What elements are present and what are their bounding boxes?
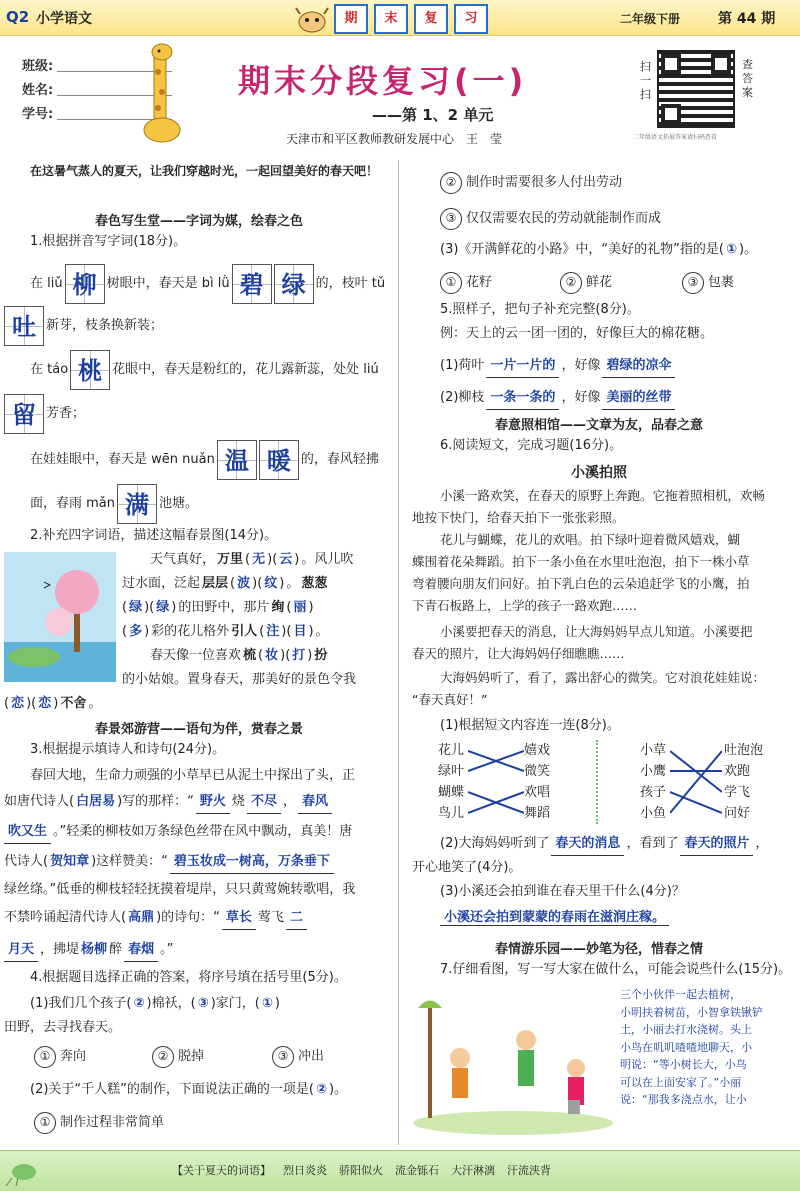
name-label: 姓名: [22, 82, 54, 98]
answer-line: 小鸟在叽叽喳喳地聊天，小 [620, 1040, 752, 1054]
q2-text: 天气真好， [150, 552, 216, 567]
q3-fill[interactable]: 草长 [222, 908, 256, 930]
q6-fill[interactable]: 春天的照片 [680, 834, 753, 856]
q1-row3 [30, 350, 379, 390]
q1-title: 1.根据拼音写字词(18分)。 [30, 234, 187, 249]
answer-line: 明说：“等小树长大，小鸟 [620, 1058, 747, 1071]
match-item[interactable]: 舞蹈 [524, 806, 551, 821]
match-item[interactable]: 小鹰 [640, 764, 667, 779]
q1-text: 的，枝叶 tǔ [315, 275, 386, 291]
match-item[interactable]: 学飞 [724, 785, 751, 800]
story-line: 春天的照片，让大海妈妈仔细瞧瞧…… [412, 646, 625, 661]
match-item[interactable]: 小草 [640, 743, 667, 758]
q1-text: 池塘。 [159, 495, 199, 511]
q4-title: 4.根据题目选择正确的答案，将序号填在括号里(5分)。 [30, 970, 347, 985]
story-line: 地按下快门，给春天拍下一张张彩照。 [412, 510, 625, 525]
q2-fill[interactable]: 云 [279, 552, 293, 567]
q3-fill[interactable]: 高鼎 [128, 910, 155, 925]
answer-line: 三个小伙伴一起去植树， [620, 988, 741, 1001]
q6-sub2 [440, 834, 768, 856]
q3-text: )这样赞美：“ [91, 854, 168, 869]
match-left-targets [524, 740, 550, 824]
q2-text: 过水面，泛起 [122, 576, 201, 591]
q3-row7 [4, 940, 173, 962]
q4-text: (1)我们几个孩子( [30, 996, 132, 1011]
q4-text: )家门，( [210, 996, 260, 1011]
q4-sub3 [440, 240, 757, 261]
q6-text: ， [755, 836, 769, 851]
q6-sub3: (3)小溪还会拍到谁在春天里干什么(4分)？ [440, 884, 685, 899]
q2-row7: ( 恋 )( 恋 ) 不舍 。 [4, 694, 101, 715]
q3-text: 醉 [109, 942, 123, 957]
q2-fill[interactable]: 无 [252, 552, 266, 567]
q2-word: 葱葱 [301, 576, 328, 591]
q3-text: 不禁吟诵起清代诗人( [4, 910, 127, 925]
q1-text: 花眼中，春天是粉红的，花儿露新蕊，处处 liú [112, 361, 379, 377]
tree-planting-image [408, 988, 618, 1138]
q3-text: )写的那样：“ [117, 794, 194, 809]
q2-fill[interactable]: 多 [129, 624, 143, 639]
page-author: 天津市和平区教师教研发展中心 王 莹 [286, 132, 503, 146]
q2-word: 不舍 [60, 696, 87, 711]
q2-text: 的田野中，那片 [178, 600, 270, 615]
option-text: 奔向 [60, 1048, 87, 1064]
q2-row4: ( 多 ) 彩的花儿格外 引人 ( 注 )( 目 ) 。 [122, 622, 329, 643]
q5-fill[interactable]: 碧绿的凉伞 [602, 356, 675, 378]
q4-text: )棉袄，( [146, 996, 196, 1011]
match-left-col [438, 740, 464, 824]
q2-fill[interactable]: 绿 [156, 600, 170, 615]
story-line: 大海妈妈听了，看了，露出舒心的微笑。它对浪花娃娃说： [440, 670, 766, 685]
q2-word: 层层 [202, 576, 229, 591]
q4-option-r3[interactable]: ③ 包裹 [682, 272, 734, 294]
match-item[interactable]: 小鱼 [640, 806, 667, 821]
q4-sub1 [30, 994, 280, 1015]
q2-fill[interactable]: 注 [266, 624, 280, 639]
q1-text: 芳香； [46, 405, 86, 421]
q2-row1: 天气真好， 万里 ( 无 )( 云 ) 。风儿吹 [150, 550, 353, 571]
q5-text: (1)荷叶 [440, 358, 485, 373]
q6-fill[interactable]: 春天的消息 [551, 834, 624, 856]
q4-option-c[interactable]: ③ 仅仅需要农民的劳动就能制作而成 [440, 208, 661, 230]
q3-text: )的诗句：“ [156, 910, 220, 925]
q2-text: 春天像一位喜欢 [150, 648, 242, 663]
answer-box[interactable]: 桃 [70, 350, 110, 390]
q3-text: 莺飞 [257, 910, 284, 925]
match-item[interactable]: 嬉戏 [524, 743, 551, 758]
section-title-1: 春色写生堂——字词为媒，绘春之色 [94, 214, 303, 229]
option-text: 制作过程非常简单 [60, 1114, 165, 1130]
q4-option-r1[interactable]: ① 花籽 [440, 272, 492, 294]
q2-fill[interactable]: 恋 [38, 696, 52, 711]
match-item[interactable]: 问好 [724, 806, 751, 821]
q3-text: 。”轻柔的柳枝如万条绿色丝带在风中飘动，真美！唐 [53, 824, 353, 839]
footer-label: 【关于夏天的词语】 [172, 1164, 271, 1177]
option-text: 花籽 [466, 274, 493, 290]
option-text: 脱掉 [178, 1048, 205, 1064]
q1-text: 的，春风轻拂 [300, 451, 379, 467]
q3-title: 3.根据提示填诗人和诗句(24分)。 [30, 742, 226, 757]
q2-fill[interactable]: 绿 [129, 600, 143, 615]
q5-item1 [440, 356, 675, 378]
q3-fill[interactable]: 月天 [4, 940, 38, 962]
spring-scene-image [4, 552, 116, 682]
q3-fill[interactable]: 二 [286, 908, 307, 930]
q2-word: 梳 [243, 648, 257, 663]
q3-fill[interactable]: 吹又生 [4, 822, 51, 844]
q3-row2 [4, 792, 332, 814]
badge-char: 习 [454, 4, 488, 34]
q1-row5 [30, 440, 379, 480]
q2-fill[interactable]: 目 [293, 624, 307, 639]
match-divider [596, 740, 598, 824]
giraffe-icon [140, 42, 184, 150]
page-title: 期末分段复习(一) [238, 62, 528, 100]
footer-word: 大汗淋漓 [451, 1164, 495, 1177]
q3-text: 。” [160, 942, 174, 957]
q5-text: (2)柳枝 [440, 390, 485, 405]
q3-text: 绿丝绦。”低垂的柳枝轻轻抚摸着堤岸，只只黄莺婉转歌唱，我 [4, 882, 356, 897]
q2-text: 。风儿吹 [301, 552, 354, 567]
q4-fill[interactable]: ① [261, 996, 273, 1011]
section-title-4: 春情游乐园——妙笔为径，惜春之情 [494, 942, 703, 957]
q4-text: (3)《开满鲜花的小路》中，“美好的礼物”指的是( [440, 242, 724, 257]
q2-title: 2.补充四字词语，描述这幅春景图(14分)。 [30, 528, 278, 543]
match-item[interactable]: 孩子 [640, 785, 667, 800]
q1-text: 在娃娃眼中，春天是 wēn nuǎn [30, 451, 215, 467]
footer-vocab [172, 1162, 551, 1178]
option-text: 制作时需要很多人付出劳动 [466, 174, 623, 190]
q7-answer[interactable] [620, 986, 788, 1109]
story-line: 弯着腰向朋友们问好。拍下乳白色的云朵追赶学飞的小鹰，拍 [412, 576, 750, 591]
q2-row6: 的小姑娘。置身春天，那美好的景色令我 [122, 672, 357, 687]
story-line: 花儿与蝴蝶，花儿的欢唱。拍下绿叶迎着微风嬉戏，蝴 [440, 532, 741, 547]
story-line: 蝶围着花朵舞蹈。拍下一条小鱼在水里吐泡泡，拍下一株小草 [412, 554, 750, 569]
match-item[interactable]: 花儿 [438, 743, 465, 758]
q6-sub1: (1)根据短文内容连一连(8分)。 [440, 718, 620, 733]
q2-fill[interactable]: 打 [292, 648, 306, 663]
match-lines-right [670, 740, 722, 824]
q4-fill[interactable]: ② [133, 996, 145, 1011]
answer-line: 可以在上面安家了。”小丽 [620, 1075, 742, 1089]
q2-word: 扮 [314, 648, 328, 663]
answer-box[interactable]: 暖 [259, 440, 299, 480]
qr-right-text: 查答案 [742, 58, 753, 99]
footer-word: 流金铄石 [395, 1164, 439, 1177]
q2-row2: 过水面，泛起 层层 ( 波 )( 纹 ) 。 葱葱 [122, 574, 327, 595]
badge-char: 末 [374, 4, 408, 34]
badge-char: 期 [334, 4, 368, 34]
answer-line: 土，小丽去打水浇树。头上 [620, 1023, 752, 1036]
q3-text: 烧 [231, 794, 245, 809]
q2-word: 引人 [231, 624, 258, 639]
q1-row1 [30, 264, 385, 304]
cow-mascot-icon [292, 6, 332, 34]
q1-row2 [4, 306, 163, 346]
q6-answer[interactable] [440, 908, 669, 929]
footer-word: 烈日炎炎 [283, 1164, 327, 1177]
story-line: 小溪要把春天的消息，让大海妈妈早点儿知道。小溪要把 [440, 624, 753, 639]
match-right-targets [724, 740, 763, 824]
answer-box[interactable]: 留 [4, 394, 44, 434]
story-title: 小溪拍照 [571, 465, 627, 481]
qr-code-icon[interactable] [657, 50, 735, 128]
match-lines-left [468, 740, 524, 824]
q2-row3: ( 绿 )( 绿 ) 的田野中，那片 绚 ( 丽 ) [122, 598, 314, 619]
option-text: 冲出 [298, 1048, 325, 1064]
section-title-3: 春意照相馆——文章为友，品春之意 [494, 418, 703, 433]
q4-text: )。 [738, 242, 758, 257]
q2-fill[interactable]: 纹 [264, 576, 278, 591]
header-subject: 小学语文 [36, 11, 92, 27]
q4-text: 田野，去寻找春天。 [4, 1020, 122, 1035]
q4-text: (2)关于“千人糕”的制作，下面说法正确的一项是( [30, 1082, 314, 1097]
header-issue: 第 44 期 [718, 11, 776, 27]
qr-left-text: 扫一扫 [640, 60, 651, 101]
q3-text: 春回大地，生命力顽强的小草早已从泥土中探出了头，正 [30, 768, 356, 783]
q4-text: ) [274, 996, 280, 1011]
answer-box[interactable]: 绿 [274, 264, 314, 304]
q1-text: 在 táo [30, 361, 69, 377]
q2-fill[interactable]: 丽 [293, 600, 307, 615]
badge-char: 复 [414, 4, 448, 34]
q7-title: 7.仔细看图，写一写大家在做什么，可能会说些什么(15分)。 [440, 962, 792, 977]
qr-caption: 二年级语文拓展答案请扫码查看 [633, 134, 718, 141]
story-line: 下青石板路上，上学的孩子一路欢跑…… [412, 598, 638, 613]
q1-text: 面，春雨 mǎn [30, 495, 116, 511]
q5-item2 [440, 388, 675, 410]
q5-fill[interactable]: 美丽的丝带 [602, 388, 675, 410]
header-code: Q2 [6, 8, 30, 26]
q4-option-b[interactable]: ② 制作时需要很多人付出劳动 [440, 172, 622, 194]
q6-fill[interactable]: 小溪还会拍到蒙蒙的春雨在滋润庄稼。 [440, 910, 669, 926]
q4-sub2 [30, 1080, 347, 1101]
q6-title: 6.阅读短文，完成习题(16分)。 [440, 438, 623, 453]
q3-fill[interactable]: 春烟 [124, 940, 158, 962]
q6-text: 开心地笑了(4分)。 [412, 860, 522, 875]
q3-row4 [4, 852, 334, 874]
q2-word: 绚 [271, 600, 285, 615]
badge-row [334, 4, 488, 34]
q5-text: ，好像 [561, 390, 601, 405]
q1-row4 [4, 394, 85, 434]
answer-box[interactable]: 碧 [232, 264, 272, 304]
q3-fill[interactable]: 春风 [298, 792, 332, 814]
q5-text: ，好像 [561, 358, 601, 373]
id-label: 学号: [22, 106, 54, 122]
matching-area [438, 740, 782, 824]
q3-fill[interactable]: 不尽 [247, 792, 281, 814]
answer-line: 小明扶着树苗，小智拿铁锹铲 [620, 1005, 763, 1019]
match-item[interactable]: 吐泡泡 [724, 743, 764, 758]
q5-fill[interactable]: 一条一条的 [486, 388, 559, 410]
q5-example: 例：天上的云一团一团的，好像巨大的棉花糖。 [440, 326, 714, 341]
header-grade: 二年级下册 [620, 12, 681, 26]
q4-option-2[interactable]: ② 脱掉 [152, 1046, 204, 1068]
q4-option-r2[interactable]: ② 鲜花 [560, 272, 612, 294]
bird-icon [4, 1148, 44, 1188]
q4-text: )。 [328, 1082, 348, 1097]
q4-option-1[interactable]: ① 奔向 [34, 1046, 86, 1068]
story-line: 小溪一路欢笑，在春天的原野上奔跑。它拖着照相机，欢畅 [440, 488, 766, 503]
q3-fill[interactable]: 野火 [196, 792, 230, 814]
page-subtitle: ——第 1、2 单元 [372, 106, 494, 124]
answer-box[interactable]: 吐 [4, 306, 44, 346]
q2-fill[interactable]: 恋 [11, 696, 25, 711]
q2-text: 彩的花儿格外 [151, 624, 230, 639]
q3-fill[interactable]: 杨柳 [81, 942, 108, 957]
match-item[interactable]: 绿叶 [438, 764, 465, 779]
class-label: 班级: [22, 58, 54, 74]
q2-word: 万里 [217, 552, 244, 567]
match-item[interactable]: 欢跑 [724, 764, 751, 779]
footer-word: 汗流浃背 [507, 1164, 551, 1177]
intro-text: 在这暑气蒸人的夏天，让我们穿越时光，一起回望美好的春天吧！ [30, 164, 379, 178]
q4-option-3[interactable]: ③ 冲出 [272, 1046, 324, 1068]
q5-fill[interactable]: 一片一片的 [486, 356, 559, 378]
footer-word: 骄阳似火 [339, 1164, 383, 1177]
q3-text: 如唐代诗人( [4, 794, 75, 809]
q2-row5: 春天像一位喜欢 梳 ( 妆 )( 打 ) 扮 [150, 646, 327, 667]
q2-text: 。 [315, 624, 329, 639]
match-item[interactable]: 蝴蝶 [438, 785, 465, 800]
q3-fill[interactable]: 碧玉妆成一树高，万条垂下 [170, 852, 334, 874]
q1-text: 树眼中，春天是 bì lǜ [106, 275, 230, 291]
answer-box[interactable]: 柳 [65, 264, 105, 304]
q4-option-a[interactable]: ① 制作过程非常简单 [34, 1112, 164, 1134]
q2-fill[interactable]: 波 [237, 576, 251, 591]
answer-box[interactable]: 满 [117, 484, 157, 524]
q3-row6 [4, 908, 307, 930]
answer-box[interactable]: 温 [217, 440, 257, 480]
q1-text: 在 liǔ [30, 275, 63, 291]
q2-text: 。 [286, 576, 300, 591]
q3-row3 [4, 822, 352, 844]
q3-text: ， [282, 794, 296, 809]
answer-line: 说：“那我多浇点水，让小 [620, 1093, 747, 1106]
section-title-2: 春景郊游营——语句为伴，赏春之景 [94, 722, 303, 737]
q6-text: (2)大海妈妈听到了 [440, 836, 550, 851]
q1-row6 [30, 484, 198, 524]
match-right-col [640, 740, 666, 824]
match-item[interactable]: 鸟儿 [438, 806, 465, 821]
q2-fill[interactable]: 妆 [265, 648, 279, 663]
option-text: 包裹 [708, 274, 735, 290]
q1-text: 新芽，枝条换新装； [46, 317, 164, 333]
q4-fill[interactable]: ① [725, 242, 737, 257]
q3-fill[interactable]: 白居易 [76, 794, 116, 809]
match-item[interactable]: 欢唱 [524, 785, 551, 800]
q5-title: 5.照样子，把句子补充完整(8分)。 [440, 302, 640, 317]
q6-text: ，看到了 [626, 836, 679, 851]
story-line: “春天真好！” [412, 692, 488, 707]
q3-text: 代诗人( [4, 854, 49, 869]
q3-fill[interactable]: 贺知章 [50, 854, 90, 869]
q4-fill[interactable]: ② [315, 1082, 327, 1097]
q3-text: ，拂堤 [40, 942, 80, 957]
column-divider [398, 160, 399, 1145]
q2-text: 。 [88, 696, 102, 711]
q4-fill[interactable]: ③ [197, 996, 209, 1011]
match-item[interactable]: 微笑 [524, 764, 551, 779]
option-text: 仅仅需要农民的劳动就能制作而成 [466, 210, 662, 226]
option-text: 鲜花 [586, 274, 613, 290]
